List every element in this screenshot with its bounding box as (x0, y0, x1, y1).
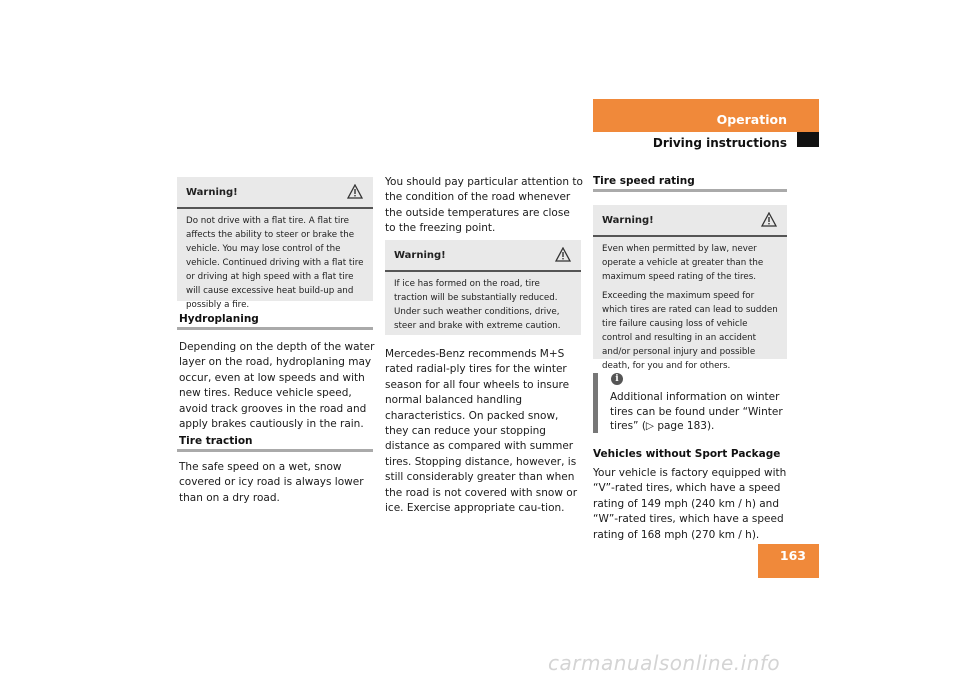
warning-triangle-icon (347, 184, 363, 203)
warning-title: Warning! (186, 187, 238, 198)
info-note-bar (593, 373, 598, 433)
warning-triangle-icon (555, 247, 571, 266)
warning-title: Warning! (394, 250, 446, 261)
winter-tires-recommend-text: Mercedes-Benz recommends M+S rated radial-ply tires for the winter season for all four wheels to insure normal balanced handling characteristics. On packed snow, they can reduce your stopping distance as compared with summer tires. Stopping distance, however, is still considerably greater than when the road is not covered with snow or ice. Exercise appropriate cau-tion. (385, 348, 578, 515)
page-number: 163 (779, 548, 806, 563)
info-note-text: Additional information on winter tires can be found under “Winter tires” (▷ page 183). (610, 391, 783, 432)
heading-rule (593, 189, 787, 192)
tire-traction-text: The safe speed on a wet, snow covered or icy road is always lower than on a dry road. (179, 461, 364, 504)
heading-hydroplaning: Hydroplaning (179, 313, 259, 325)
warning-title: Warning! (602, 215, 654, 226)
warning-header (385, 240, 581, 272)
warning-paragraph: Exceeding the maximum speed for which tires are rated can lead to sudden tire failure causing loss of vehicle control and resulting in an accident and/or personal injury and possible death, for you and for others. (602, 291, 778, 371)
hydroplaning-text: Depending on the depth of the water layer on the road, hydroplaning may occur, even at low speeds and with new tires. Reduce vehicle speed, avoid track grooves in the road and apply brakes cautiously in the rain. (179, 341, 375, 431)
warning-box-flat-tire (177, 177, 373, 310)
warning-text: If ice has formed on the road, tire traction will be substantially reduced. Under such weather conditions, drive, steer and brake with extreme caution. (394, 279, 561, 331)
warning-box-speed-rating (593, 205, 787, 371)
warning-body (593, 237, 787, 384)
heading-tire-traction: Tire traction (179, 435, 253, 447)
warning-header (593, 205, 787, 237)
subsection-title: Driving instructions (652, 136, 787, 150)
info-icon: i (611, 373, 623, 385)
warning-header (177, 177, 373, 209)
speed-rating-text: Your vehicle is factory equipped with “V”-rated tires, which have a speed rating of 149 mph (240 km / h) and “W”-rated tires, which have a speed rating of 168 mph (270 km / h). (593, 467, 787, 541)
warning-text: Do not drive with a flat tire. A flat tire affects the ability to steer or brake the vehicle. You may lose control of the vehicle. Continued driving with a flat tire or driving at high speed with a flat tire will cause excessive heat build-up and possibly a fire. (186, 216, 364, 310)
warning-box-ice (385, 240, 581, 335)
subheading-without-sport-package: Vehicles without Sport Package (593, 448, 781, 460)
warning-paragraph: Even when permitted by law, never operate a vehicle at greater than the maximum speed rating of the tires. (602, 244, 764, 282)
heading-tire-speed-rating: Tire speed rating (593, 175, 695, 187)
watermark-text: carmanualsonline.info (548, 651, 781, 675)
heading-rule (177, 449, 373, 452)
warning-triangle-icon (761, 212, 777, 231)
section-title: Operation (716, 112, 787, 127)
header-accent-block (797, 132, 819, 147)
freezing-intro-text: You should pay particular attention to the condition of the road whenever the outside temperatures are close to the freezing point. (385, 176, 583, 235)
heading-rule (177, 327, 373, 330)
